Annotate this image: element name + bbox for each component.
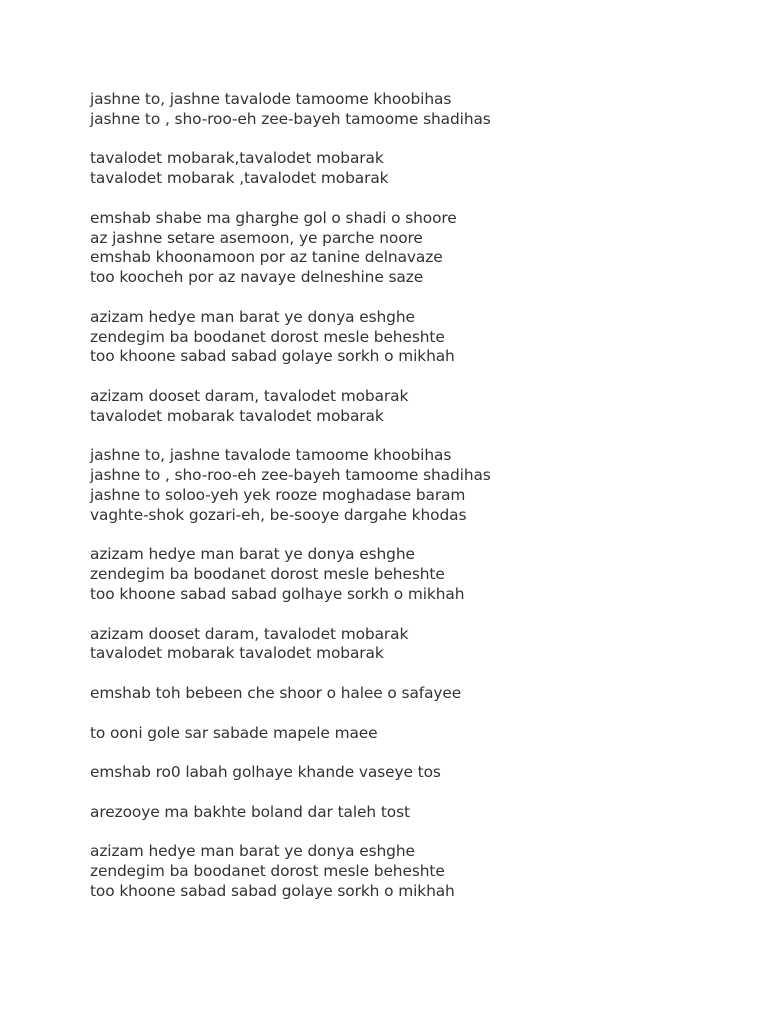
lyric-line: azizam dooset daram, tavalodet mobarak	[90, 624, 409, 643]
lyric-line: jashne to, jashne tavalode tamoome khoobihas	[90, 90, 452, 108]
stanza-4	[90, 308, 730, 367]
lyric-line: arezooye ma bakhte boland dar taleh tost	[90, 802, 410, 821]
stanza-12	[90, 803, 730, 823]
lyric-line: zendegim ba boodanet dorost mesle beheshte	[90, 327, 445, 346]
stanza-5	[90, 387, 730, 427]
lyric-line: too khoone sabad sabad golaye sorkh o mikhah	[90, 881, 455, 900]
lyric-line: jashne to, jashne tavalode tamoome khoobihas	[90, 446, 452, 465]
lyrics-page	[90, 90, 730, 902]
lyric-line: zendegim ba boodanet dorost mesle beheshte	[90, 862, 445, 881]
lyric-line: emshab ro0 labah golhaye khande vaseye tos	[90, 763, 441, 782]
lyric-line: az jashne setare asemoon, ye parche noore	[90, 228, 423, 247]
lyric-line: too khoone sabad sabad golaye sorkh o mikhah	[90, 347, 455, 366]
stanza-11	[90, 763, 730, 783]
lyric-line: azizam hedye man barat ye donya eshghe	[90, 842, 415, 861]
lyric-line: tavalodet mobarak tavalodet mobarak	[90, 406, 384, 425]
lyric-line: too khoone sabad sabad golhaye sorkh o mikhah	[90, 584, 465, 603]
lyric-line: azizam hedye man barat ye donya eshghe	[90, 545, 415, 564]
stanza-13	[90, 842, 730, 901]
stanza-7	[90, 545, 730, 604]
lyric-line: jashne to , sho-roo-eh zee-bayeh tamoome shadihas	[90, 109, 491, 128]
stanza-8	[90, 625, 730, 665]
lyric-line: azizam dooset daram, tavalodet mobarak	[90, 386, 409, 405]
lyric-line: to ooni gole sar sabade mapele maee	[90, 723, 378, 742]
stanza-6	[90, 446, 730, 525]
stanza-1	[90, 90, 730, 130]
lyric-line: tavalodet mobarak tavalodet mobarak	[90, 644, 384, 663]
lyric-line: tavalodet mobarak ,tavalodet mobarak	[90, 169, 389, 188]
stanza-2	[90, 149, 730, 189]
stanza-3	[90, 209, 730, 288]
lyric-line: emshab shabe ma gharghe gol o shadi o shoore	[90, 208, 457, 227]
lyric-line: azizam hedye man barat ye donya eshghe	[90, 307, 415, 326]
lyric-line: vaghte-shok gozari-eh, be-sooye dargahe khodas	[90, 505, 467, 524]
lyric-line: too koocheh por az navaye delneshine saze	[90, 268, 424, 287]
lyric-line: emshab khoonamoon por az tanine delnavaze	[90, 248, 443, 267]
stanza-9	[90, 684, 730, 704]
stanza-10	[90, 724, 730, 744]
lyric-line: emshab toh bebeen che shoor o halee o safayee	[90, 683, 462, 702]
lyric-line: jashne to soloo-yeh yek rooze moghadase baram	[90, 485, 466, 504]
lyric-line: jashne to , sho-roo-eh zee-bayeh tamoome shadihas	[90, 466, 491, 485]
lyric-line: tavalodet mobarak,tavalodet mobarak	[90, 149, 384, 168]
lyric-line: zendegim ba boodanet dorost mesle beheshte	[90, 565, 445, 584]
